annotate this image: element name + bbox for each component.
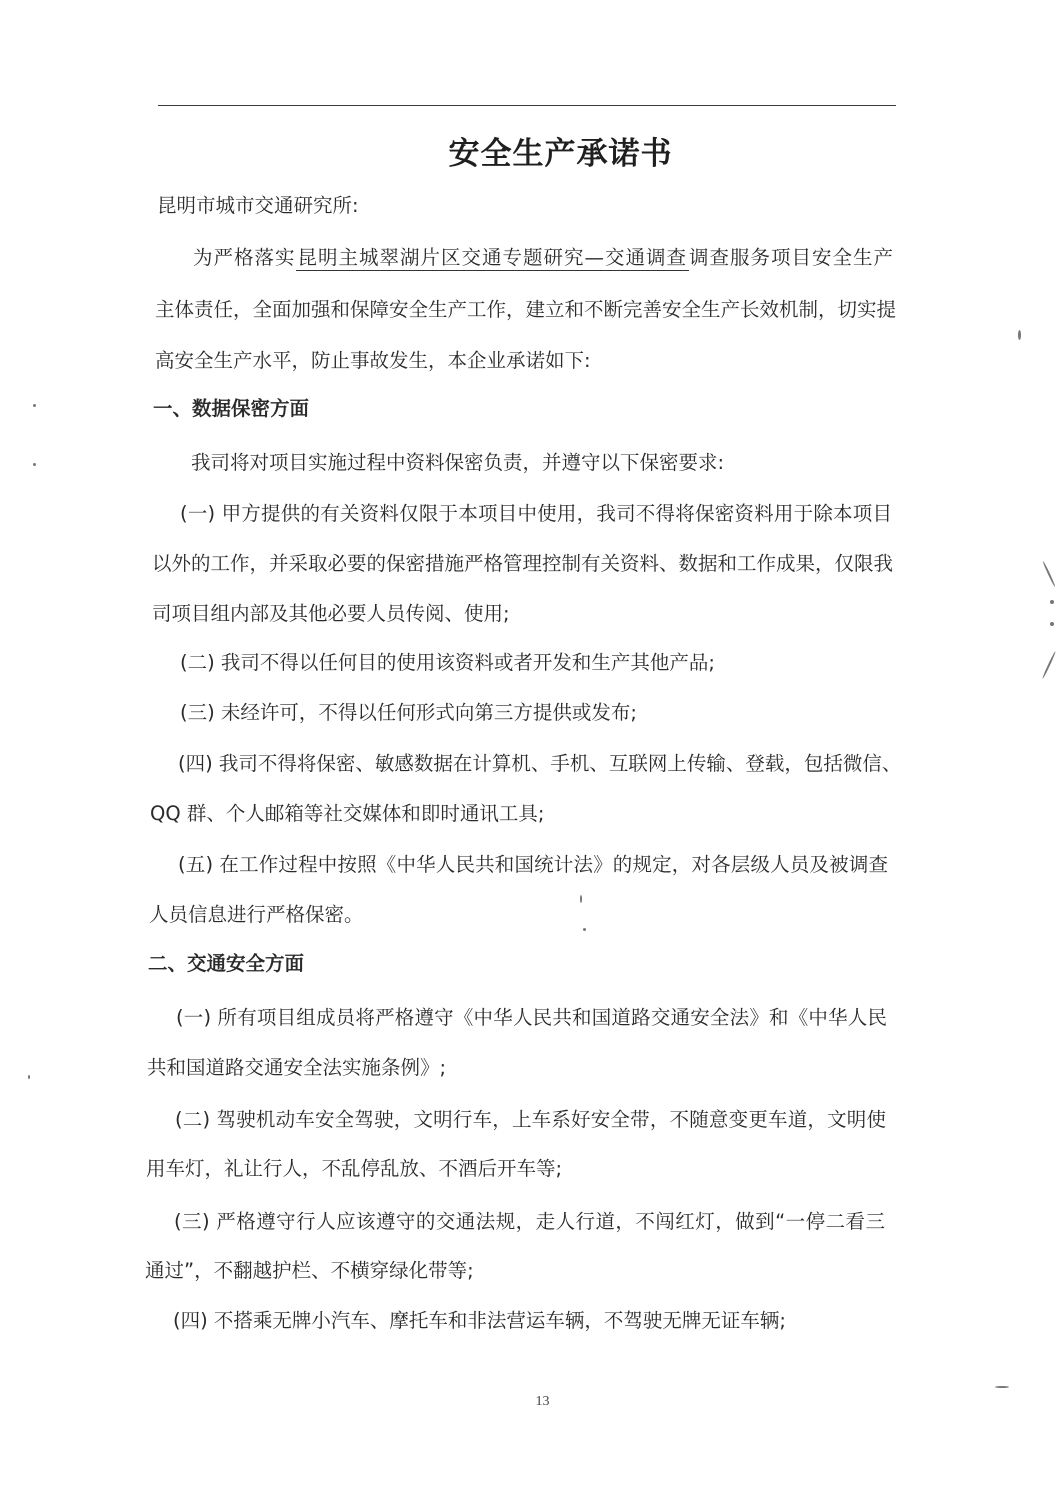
scan-speck bbox=[580, 895, 582, 903]
s1-item5-line1: (五) 在工作过程中按照《中华人民共和国统计法》的规定，对各层级人员及被调查 bbox=[178, 853, 888, 876]
section1-heading: 一、数据保密方面 bbox=[153, 397, 310, 420]
project-name: 昆明主城翠湖片区交通专题研究—交通调查 bbox=[297, 246, 687, 269]
intro-suffix: 调查服务项目安全生产 bbox=[688, 246, 893, 269]
s2-item2-line2: 用车灯，礼让行人，不乱停乱放、不酒后开车等; bbox=[146, 1157, 563, 1180]
section2-heading: 二、交通安全方面 bbox=[148, 952, 305, 975]
s1-item3: (三) 未经许可，不得以任何形式向第三方提供或发布; bbox=[180, 701, 637, 724]
document-title: 安全生产承诺书 bbox=[448, 136, 673, 172]
s2-item1-line2: 共和国道路交通安全法实施条例》; bbox=[147, 1056, 447, 1079]
binding-mark bbox=[1042, 561, 1056, 587]
section1-lead: 我司将对项目实施过程中资料保密负责，并遵守以下保密要求: bbox=[191, 451, 725, 474]
s1-item2: (二) 我司不得以任何目的使用该资料或者开发和生产其他产品; bbox=[180, 651, 715, 674]
s2-item1-line1: (一) 所有项目组成员将严格遵守《中华人民共和国道路交通安全法》和《中华人民 bbox=[176, 1006, 887, 1029]
scan-speck bbox=[1018, 330, 1021, 340]
s2-item2-line1: (二) 驾驶机动车安全驾驶，文明行车，上车系好安全带，不随意变更车道，文明使 bbox=[175, 1108, 886, 1131]
binding-mark bbox=[1042, 651, 1056, 679]
s1-item5-line2: 人员信息进行严格保密。 bbox=[149, 903, 364, 926]
binding-mark bbox=[1050, 600, 1054, 604]
s1-item4-line2: QQ 群、个人邮箱等社交媒体和即时通讯工具; bbox=[150, 802, 545, 825]
intro-prefix: 为严格落实 bbox=[193, 246, 296, 269]
recipient: 昆明市城市交通研究所: bbox=[157, 194, 359, 217]
scan-speck bbox=[33, 463, 36, 466]
s2-item3-line1: (三) 严格遵守行人应该遵守的交通法规，走人行道，不闯红灯，做到“一停二看三 bbox=[174, 1210, 885, 1233]
s1-item1-line1: (一) 甲方提供的有关资料仅限于本项目中使用，我司不得将保密资料用于除本项目 bbox=[180, 502, 892, 525]
intro-line-2: 主体责任，全面加强和保障安全生产工作，建立和不断完善安全生产长效机制，切实提 bbox=[155, 298, 897, 321]
intro-line-3: 高安全生产水平，防止事故发生，本企业承诺如下: bbox=[155, 349, 591, 372]
s1-item1-line3: 司项目组内部及其他必要人员传阅、使用; bbox=[152, 602, 510, 625]
s2-item4: (四) 不搭乘无牌小汽车、摩托车和非法营运车辆，不驾驶无牌无证车辆; bbox=[173, 1309, 786, 1332]
scan-speck bbox=[583, 928, 586, 931]
s1-item1-line2: 以外的工作，并采取必要的保密措施严格管理控制有关资料、数据和工作成果，仅限我 bbox=[152, 552, 894, 575]
page-number: 13 bbox=[535, 1394, 550, 1409]
scan-speck bbox=[33, 404, 36, 407]
scan-speck bbox=[28, 1075, 30, 1079]
binding-mark bbox=[1050, 622, 1054, 626]
s2-item3-line2: 通过”，不翻越护栏、不横穿绿化带等; bbox=[145, 1259, 474, 1282]
header-rule bbox=[158, 105, 896, 106]
intro-line-1 bbox=[193, 244, 893, 272]
scan-speck bbox=[995, 1386, 1009, 1388]
s1-item4-line1: (四) 我司不得将保密、敏感数据在计算机、手机、互联网上传输、登载，包括微信、 bbox=[178, 752, 902, 775]
